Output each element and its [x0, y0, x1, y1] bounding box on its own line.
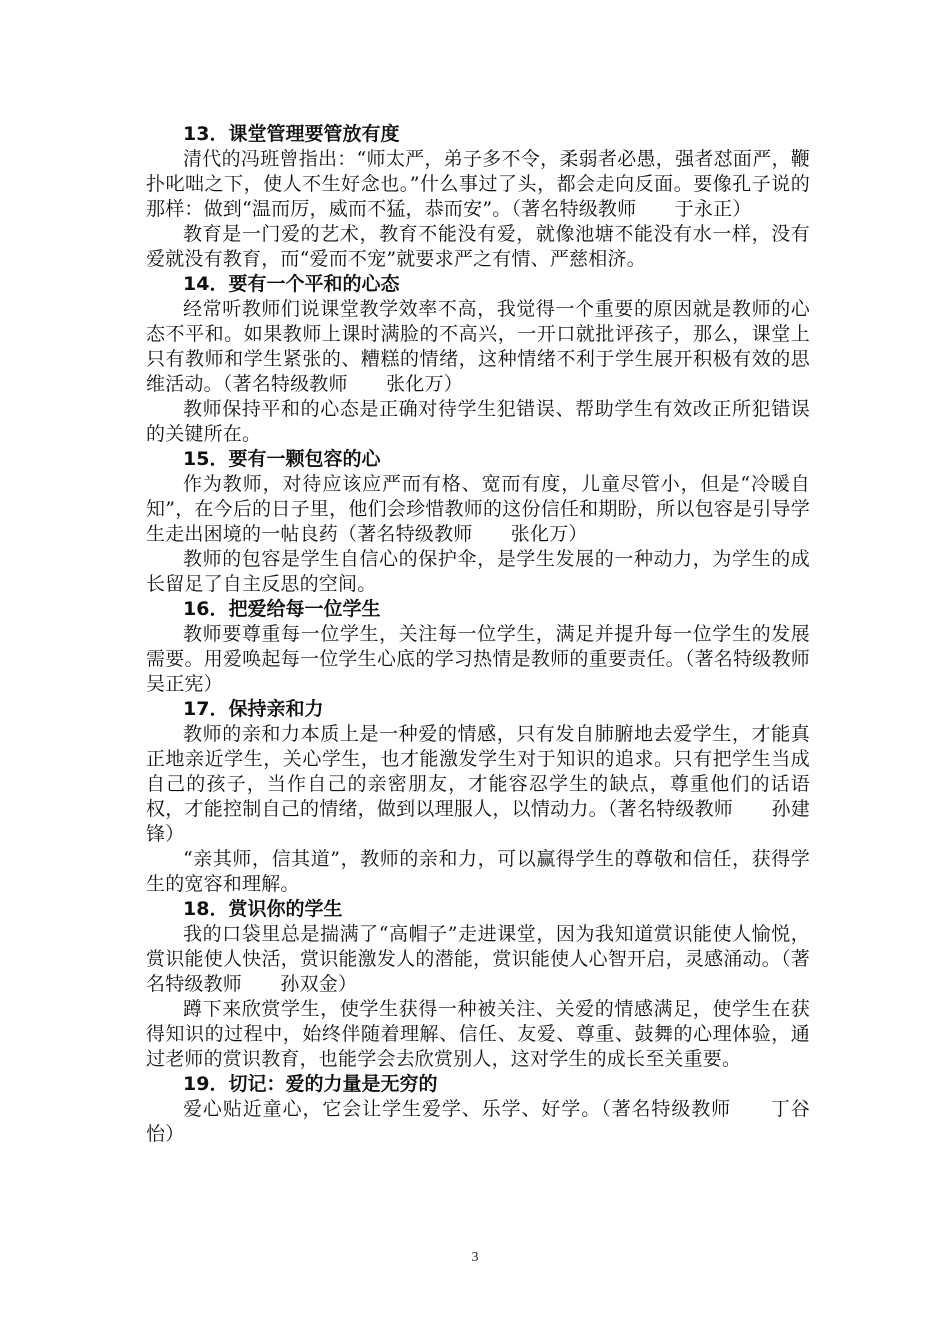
section-heading: 19．切记：爱的力量是无穷的 [183, 1073, 438, 1095]
paragraph: 教师的亲和力本质上是一种爱的情感，只有发自肺腑地去爱学生，才能真正地亲近学生，关心学生，也才能激发学生对于知识的追求。只有把学生当成自己的孩子，当作自己的亲密朋友，才能容忍学生的缺点，尊重他们的话语权，才能控制自己的情绪，做到以理服人，以情动力。（著名特级教师 孙建锋） [146, 723, 810, 845]
paragraph: 教师要尊重每一位学生，关注每一位学生，满足并提升每一位学生的发展需要。用爱唤起每一位学生心底的学习热情是教师的重要责任。（著名特级教师 吴正宪） [146, 623, 849, 695]
paragraph: 教师保持平和的心态是正确对待学生犯错误、帮助学生有效改正所犯错误的关键所在。 [146, 398, 810, 445]
section-heading: 18．赏识你的学生 [183, 898, 343, 920]
section-heading: 17．保持亲和力 [183, 698, 324, 720]
paragraph: 清代的冯班曾指出：“师太严，弟子多不令，柔弱者必愚，强者怼面严，鞭扑叱咄之下，使人不生好念也。”什么事过了头，都会走向反面。要像孔子说的那样：做到“温而厉，威而不猛，恭而安”。（著名特级教师 于永正） [146, 148, 810, 220]
paragraph: “亲其师，信其道”，教师的亲和力，可以赢得学生的尊敬和信任，获得学生的宽容和理解。 [146, 848, 810, 895]
paragraph: 蹲下来欣赏学生，使学生获得一种被关注、关爱的情感满足，使学生在获得知识的过程中，始终伴随着理解、信任、友爱、尊重、鼓舞的心理体验，通过老师的赏识教育，也能学会去欣赏别人，这对学生的成长至关重要。 [146, 998, 810, 1070]
page-number: 3 [471, 1250, 479, 1265]
section-heading: 14．要有一个平和的心态 [183, 273, 400, 295]
paragraph: 爱心贴近童心，它会让学生爱学、乐学、好学。（著名特级教师 丁谷怡） [146, 1098, 810, 1145]
document-body [146, 122, 849, 1147]
paragraph: 经常听教师们说课堂教学效率不高，我觉得一个重要的原因就是教师的心态不平和。如果教师上课时满脸的不高兴，一开口就批评孩子，那么，课堂上只有教师和学生紧张的、糟糕的情绪，这种情绪不利于学生展开积极有效的思维活动。（著名特级教师 张化万） [146, 298, 810, 395]
section-heading: 13．课堂管理要管放有度 [183, 123, 400, 145]
paragraph: 作为教师，对待应该应严而有格、宽而有度，儿童尽管小，但是“冷暖自知”，在今后的日子里，他们会珍惜教师的这份信任和期盼，所以包容是引导学生走出困境的一帖良药（著名特级教师 张化万） [146, 473, 810, 545]
paragraph: 教育是一门爱的艺术，教育不能没有爱，就像池塘不能没有水一样，没有爱就没有教育，而“爱而不宠”就要求严之有情、严慈相济。 [146, 223, 810, 270]
section-heading: 15．要有一颗包容的心 [183, 448, 381, 470]
paragraph: 教师的包容是学生自信心的保护伞，是学生发展的一种动力，为学生的成长留足了自主反思的空间。 [146, 548, 810, 595]
section-heading: 16．把爱给每一位学生 [183, 598, 381, 620]
paragraph: 我的口袋里总是揣满了“高帽子”走进课堂，因为我知道赏识能使人愉悦，赏识能使人快活，赏识能激发人的潜能，赏识能使人心智开启，灵感涌动。（著名特级教师 孙双金） [146, 923, 810, 995]
